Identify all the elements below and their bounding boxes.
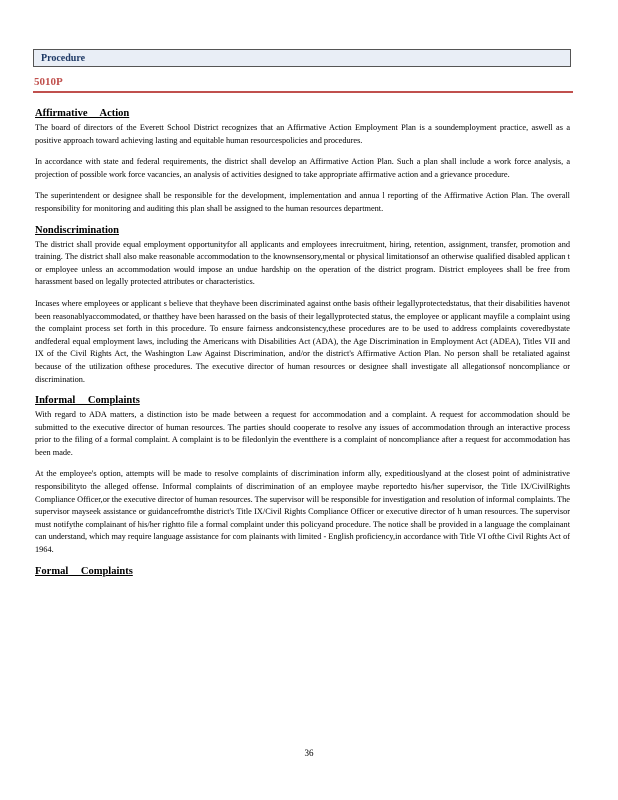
paragraph: The board of directors of the Everett School District recognizes that an Affirmative Action Employment Plan is a soundemployment practice, aswell as a positive approach toward achieving lasting and equitable human resourcespolicies and procedures. (35, 123, 570, 145)
section-formal-complaints (35, 566, 570, 577)
paragraph: Incases where employees or applicant s believe that theyhave been discriminated against onthe basis oftheir legallyprotectedstatus, that their disabilities havenot been reasonablyaccommodated, or thatthey have been harassed on the basis of their legallyprotected status, the employee or applicant mayfile a complaint using the complaint process set forth in this procedure. To ensure fairness andconsistency,these procedures are to be used to address complaints coveredbystate andfederal equal employment laws, including the Americans with Disabilities Act (ADA), the Age Discrimination in Employment Act (ADEA), Titles VII and IX of the Civil Rights Act, the Washington Law Against Discrimination, and/or the district's Affirmative Action Plan. No person shall be retaliated against because of the utilization ofthese procedures. The executive director of human resources or designee shall investigate all allegationsof noncompliance or discrimination. (35, 298, 570, 384)
paragraph: In accordance with state and federal requirements, the district shall develop an Affirmative Action Plan. Such a plan shall include a work force analysis, a projection of possible work force vacancies, an analysis of activities designed to take appropriate affirmative action and a grievance procedure. (35, 157, 570, 179)
section-label-box (33, 49, 571, 67)
section-heading: Affirmative Action (35, 108, 130, 119)
paragraph: The superintendent or designee shall be responsible for the development, implementation and annua l reporting of the Affirmative Action Plan. The overall responsibility for monitoring and auditing this plan shall be assigned to the human resources department. (35, 191, 570, 213)
paragraph: With regard to ADA matters, a distinction isto be made between a request for accommodation and a complaint. A request for accommodation should be submitted to the executive director of human resources. The parties should cooperate to resolve any issues of accommodation through an interactive process prior to the filing of a formal complaint. A complaint is to be filedonlyin the eventthere is a complaint of noncompliance after a request for accommodation has been made. (35, 410, 570, 457)
section-affirmative-action (35, 108, 570, 216)
section-heading: Nondiscrimination (35, 224, 120, 236)
section-informal-complaints (35, 395, 570, 557)
section-heading: Formal Complaints (35, 565, 133, 577)
document-body (35, 108, 570, 580)
paragraph: The district shall provide equal employment opportunityfor all applicants and employees inrecruitment, hiring, retention, assignment, transfer, promotion and training. The district shall also make reasonable accommodation to the knownsensory,mental or physical limitationsof an otherwise qualified disabled applican t or employee unless an accommodation would impose an undue hardship on the operation of the district program. District employees shall be free from harassment based on legally protected attributes or characteristics. (35, 239, 570, 287)
section-heading: Informal Complaints (35, 395, 140, 407)
policy-code: 5010P (34, 76, 63, 88)
section-label: Procedure (41, 53, 86, 64)
divider (33, 91, 573, 93)
page-number: 36 (304, 748, 314, 758)
paragraph: At the employee's option, attempts will be made to resolve complaints of discrimination inform ally, expeditiouslyand at the closest point of administrative responsibilityto the alleged offense. Informal complaints of discrimination of an employee maybe reportedto his/her supervisor, the Title IX/CivilRights Compliance Officer,or the executive director of human resources. The supervisor will be responsible for investigation and resolution of informal complaints. The supervisor mayseek assistance or guidancefromthe district's Title IX/Civil Rights Compliance Officer or executive director of h uman resources. The supervisor must notifythe complainant of his/her rightto file a formal complaint under this policyand procedure. The notice shall be provided in a language the complainant can understand, which may require language assistance for com plainants with limited - English proficiency,in accordance with Title VI ofthe Civil Rights Act of 1964. (35, 469, 570, 555)
section-nondiscrimination (35, 225, 570, 387)
